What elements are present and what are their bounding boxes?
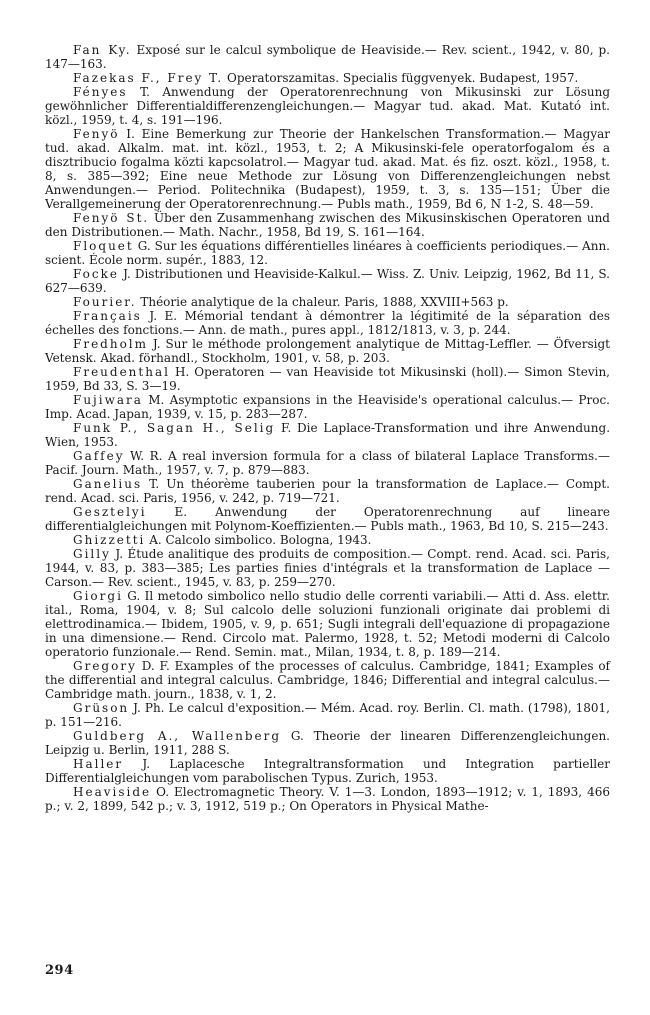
- entry-text: G. Theorie der linearen Differenzengleichungen. Leipzig u. Berlin, 1911, 288 S.: [45, 729, 610, 757]
- entry-author: Gesztelyi: [73, 505, 147, 519]
- page-number: 294: [45, 963, 74, 978]
- entry-author: Fazekas F., Frey T.: [73, 71, 224, 85]
- entry-author: Fenyö St.: [73, 211, 150, 225]
- bibliography-entry: [45, 393, 610, 421]
- entry-text: G. Il metodo simbolico nello studio delle correnti variabili.— Atti d. Ass. elettr. ital., Roma, 1904, v. 8; Sul calcolo delle soluzioni funzionali originate dai problemi di elettrodinamica.— Ibidem, 1905, v. 9, p. 651; Sugli integrali dell'equazione di propagazione in una dimensione.— Rend. Circolo mat. Palermo, 1928, t. 52; Metodi moderni di Calcolo operatorio funzionale.— Rend. Semin. mat., Milan, 1934, t. 8, p. 189—214.: [45, 589, 610, 659]
- entry-author: Haller: [73, 757, 124, 771]
- entry-author: Focke: [73, 267, 119, 281]
- bibliography-entry: [45, 421, 610, 449]
- bibliography-entry: [45, 785, 610, 813]
- entry-text: Exposé sur le calcul symbolique de Heaviside.— Rev. scient., 1942, v. 80, p. 147—163.: [45, 43, 611, 71]
- entry-author: Fényes: [73, 85, 128, 99]
- bibliography-entry: [45, 309, 610, 337]
- entry-text: G. Sur les équations différentielles linéares à coefficients periodiques.— Ann. scient. École norm. supér., 1883, 12.: [45, 239, 610, 267]
- entry-text: O. Electromagnetic Theory. V. 1—3. London, 1893—1912; v. 1, 1893, 466 p.; v. 2, 1899, 542 p.; v. 3, 1912, 519 p.; On Operators in Physical Mathe-: [45, 785, 610, 813]
- bibliography-list: [45, 43, 610, 813]
- bibliography-entry: [45, 701, 610, 729]
- bibliography-entry: [45, 729, 610, 757]
- entry-text: M. Asymptotic expansions in the Heaviside's operational calculus.— Proc. Imp. Acad. Japan, 1939, v. 15, p. 283—287.: [45, 393, 610, 421]
- entry-author: Français: [73, 309, 142, 323]
- entry-author: Gregory: [73, 659, 137, 673]
- entry-text: Théorie analytique de la chaleur. Paris, 1888, XXVIII+563 p.: [136, 295, 509, 309]
- entry-text: J. Étude analitique des produits de composition.— Compt. rend. Acad. sci. Paris, 1944, v. 83, p. 383—385; Les parties finies d'intégrals et la transformation de Laplace — Carson.— Rev. scient., 1945, v. 83, p. 259—270.: [45, 547, 610, 589]
- entry-text: A. Calcolo simbolico. Bologna, 1943.: [145, 533, 372, 547]
- entry-author: Gaffey: [73, 449, 125, 463]
- entry-text: J. Sur le méthode prolongement analytique de Mittag-Leffler. — Öfversigt Vetensk. Akad. förhandl., Stockholm, 1901, v. 58, p. 203.: [45, 337, 610, 365]
- bibliography-entry: [45, 533, 610, 547]
- entry-text: T. Anwendung der Operatorenrechnung von Mikusinski zur Lösung gewöhnlicher Differentialdifferenzengleichungen.— Magyar tud. akad. Mat. Kutató int. közl., 1959, t. 4, s. 191—196.: [45, 85, 610, 127]
- bibliography-entry: [45, 337, 610, 365]
- entry-author: Freudenthal: [73, 365, 170, 379]
- entry-author: Giorgi: [73, 589, 123, 603]
- bibliography-entry: [45, 211, 610, 239]
- entry-author: Ghizzetti: [73, 533, 146, 547]
- bibliography-entry: [45, 659, 610, 701]
- bibliography-entry: [45, 547, 610, 589]
- entry-author: Funk P., Sagan H., Selig: [73, 421, 276, 435]
- bibliography-entry: [45, 239, 610, 267]
- entry-author: Fourier.: [73, 295, 137, 309]
- bibliography-entry: [45, 71, 610, 85]
- entry-text: I. Eine Bemerkung zur Theorie der Hankelschen Transformation.— Magyar tud. akad. Alkalm. mat. int. közl., 1953, t. 2; A Mikusinski-fele operatorfogalom és a disztribucio fogalma közti kapcsolatrol.— Magyar tud. akad. Mat. és fiz. oszt. közl., 1958, t. 8, s. 385—392; Eine neue Methode zur Lösung von Differenzengleichungen nebst Anwendungen.— Period. Politechnika (Budapest), 1959, t. 3, s. 135—151; Über die Verallgemeinerung der Operatorenrechnung.— Publs math., 1959, Bd 6, N 1-2, S. 48—59.: [45, 127, 610, 211]
- bibliography-entry: [45, 295, 610, 309]
- entry-author: Fenyö: [73, 127, 120, 141]
- bibliography-entry: [45, 85, 610, 127]
- entry-text: J. E. Mémorial tendant à démontrer la légitimité de la séparation des échelles des fonctions.— Ann. de math., pures appl., 1812/1813, v. 3, p. 244.: [45, 309, 610, 337]
- entry-text: W. R. A real inversion formula for a class of bilateral Laplace Transforms.— Pacif. Journ. Math., 1957, v. 7, p. 879—883.: [45, 449, 610, 477]
- entry-text: F. Die Laplace-Transformation und ihre Anwendung. Wien, 1953.: [45, 421, 611, 449]
- entry-author: Fredholm: [73, 337, 149, 351]
- entry-text: Über den Zusammenhang zwischen des Mikusinskischen Operatoren und den Distributionen.— Math. Nachr., 1958, Bd 19, S. 161—164.: [45, 211, 610, 239]
- entry-author: Fan Ky.: [73, 43, 132, 57]
- entry-text: T. Un théorème tauberien pour la transformation de Laplace.— Compt. rend. Acad. sci. Paris, 1956, v. 242, p. 719—721.: [45, 477, 610, 505]
- entry-text: Operatorszamitas. Specialis függvenyek. Budapest, 1957.: [223, 71, 579, 85]
- entry-text: J. Laplacesche Integraltransformation und Integration partieller Differentialgleichungen vom parabolischen Typus. Zurich, 1953.: [45, 757, 610, 785]
- entry-text: D. F. Examples of the processes of calculus. Cambridge, 1841; Examples of the differential and integral calculus. Cambridge, 1846; Differential and integral calculus.— Cambridge math. journ., 1838, v. 1, 2.: [45, 659, 610, 701]
- bibliography-entry: [45, 757, 610, 785]
- entry-author: Heaviside: [73, 785, 152, 799]
- entry-text: J. Distributionen und Heaviside-Kalkul.— Wiss. Z. Univ. Leipzig, 1962, Bd 11, S. 627—639.: [45, 267, 610, 295]
- bibliography-entry: [45, 449, 610, 477]
- bibliography-entry: [45, 589, 610, 659]
- entry-author: Gilly: [73, 547, 111, 561]
- bibliography-entry: [45, 365, 610, 393]
- entry-text: E. Anwendung der Operatorenrechnung auf lineare differentialgleichungen mit Polynom-Koeffizienten.— Publs math., 1963, Bd 10, S. 215—243.: [45, 505, 610, 533]
- bibliography-entry: [45, 477, 610, 505]
- bibliography-entry: [45, 267, 610, 295]
- entry-text: J. Ph. Le calcul d'exposition.— Mém. Acad. roy. Berlin. Cl. math. (1798), 1801, p. 151—216.: [45, 701, 610, 729]
- entry-author: Ganelius: [73, 477, 143, 491]
- entry-author: Grüson: [73, 701, 130, 715]
- entry-author: Guldberg A., Wallenberg: [73, 729, 282, 743]
- bibliography-entry: [45, 127, 610, 211]
- entry-author: Fujiwara: [73, 393, 143, 407]
- entry-text: H. Operatoren — van Heaviside tot Mikusinski (holl).— Simon Stevin, 1959, Bd 33, S. 3—19.: [45, 365, 610, 393]
- bibliography-entry: [45, 505, 610, 533]
- bibliography-entry: [45, 43, 610, 71]
- entry-author: Floquet: [73, 239, 134, 253]
